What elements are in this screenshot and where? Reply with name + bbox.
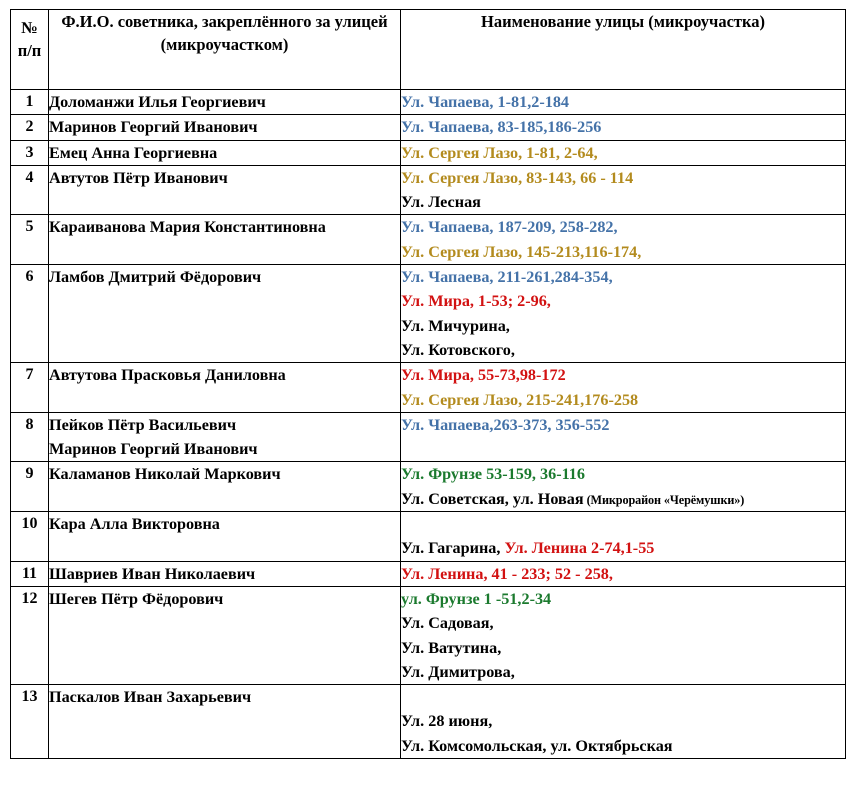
table-row: [11, 685, 846, 759]
street-text: Ул. Чапаева,263-373, 356-552: [401, 415, 610, 434]
table-row: [11, 363, 846, 413]
street-text: Ул. Лесная: [401, 193, 481, 212]
advisor-name-cell: [49, 140, 401, 165]
advisor-name-cell: [49, 685, 401, 759]
header-number-line1: №: [21, 18, 38, 37]
table-row: [11, 140, 846, 165]
header-advisor-name: Ф.И.О. советника, закреплённого за улицей (микроучастком): [49, 10, 401, 90]
street-text: Ул. Сергея Лазо, 145-213,116-174,: [401, 242, 642, 261]
street-text: Ул. Сергея Лазо, 215-241,176-258: [401, 390, 639, 409]
advisor-name-line: Паскалов Иван Захарьевич: [49, 688, 252, 707]
street-line: [401, 587, 845, 611]
row-number: 13: [11, 685, 49, 759]
header-number: [11, 10, 49, 90]
row-number: 7: [11, 363, 49, 413]
header-number-line2: п/п: [17, 41, 42, 61]
street-text: Ул. Гагарина,: [401, 539, 505, 558]
row-number: 5: [11, 215, 49, 265]
advisor-name-line: Маринов Георгий Иванович: [49, 118, 258, 137]
street-line: [401, 338, 845, 362]
advisor-name-cell: [49, 215, 401, 265]
street-line: [401, 363, 845, 387]
street-text: Ул. Ленина, 41 - 233; 52 - 258,: [401, 564, 613, 583]
table-row: [11, 115, 846, 140]
street-line: [401, 388, 845, 412]
advisor-name-line: Каламанов Николай Маркович: [49, 465, 281, 484]
street-suffix-note: (Микрорайон «Черёмушки»): [583, 492, 745, 507]
row-number: 9: [11, 462, 49, 512]
street-name-cell: [401, 462, 846, 512]
advisor-name-cell: [49, 90, 401, 115]
street-text: ул. Фрунзе 1 -51,2-34: [401, 589, 552, 608]
street-line: [401, 636, 845, 660]
advisor-name-line: Автутова Прасковья Даниловна: [49, 366, 286, 385]
street-text: Ул. Садовая,: [401, 614, 494, 633]
street-name-cell: [401, 412, 846, 462]
street-name-cell: [401, 561, 846, 586]
street-line: [401, 611, 845, 635]
street-name-cell: [401, 363, 846, 413]
row-number: 4: [11, 165, 49, 215]
street-text: Ул. Чапаева, 187-209, 258-282,: [401, 218, 618, 237]
street-name-cell: [401, 512, 846, 562]
row-number: 6: [11, 265, 49, 363]
advisor-name-cell: [49, 512, 401, 562]
advisor-name-line: Шегев Пётр Фёдорович: [49, 589, 224, 608]
street-text: Ул. Чапаева, 83-185,186-256: [401, 118, 602, 137]
table-row: [11, 462, 846, 512]
row-number: 2: [11, 115, 49, 140]
street-line: [401, 190, 845, 214]
street-text: Ул. Мичурина,: [401, 316, 510, 335]
street-name-cell: [401, 90, 846, 115]
advisor-name-line: Доломанжи Илья Георгиевич: [49, 93, 266, 111]
advisor-name-cell: [49, 586, 401, 684]
street-text: Ул. Мира, 1-53; 2-96,: [401, 292, 551, 311]
street-text: Ул. Сергея Лазо, 83-143, 66 - 114: [401, 168, 634, 187]
advisor-name-line: Маринов Георгий Иванович: [49, 440, 258, 459]
street-text: Ул. Ватутина,: [401, 638, 502, 657]
advisor-name-line: Ламбов Дмитрий Фёдорович: [49, 268, 262, 287]
advisor-name-cell: [49, 363, 401, 413]
table-row: [11, 165, 846, 215]
advisor-name-cell: [49, 115, 401, 140]
advisor-name-line: Кара Алла Викторовна: [49, 515, 220, 534]
table-row: [11, 512, 846, 562]
advisor-name-cell: [49, 165, 401, 215]
street-line: [401, 115, 845, 139]
street-text: Ул. Мира, 55-73,98-172: [401, 366, 566, 385]
street-line: [401, 413, 845, 437]
street-line: [401, 487, 845, 511]
street-name-cell: [401, 586, 846, 684]
street-line: [401, 314, 845, 338]
street-text: Ул. Сергея Лазо, 1-81, 2-64,: [401, 143, 598, 162]
row-number: 1: [11, 90, 49, 115]
street-name-cell: [401, 115, 846, 140]
street-line: [401, 462, 845, 486]
street-line: [401, 166, 845, 190]
row-number: 12: [11, 586, 49, 684]
advisor-name-cell: [49, 412, 401, 462]
advisor-name-line: Пейков Пётр Васильевич: [49, 415, 237, 434]
table-row: [11, 215, 846, 265]
advisors-table: [10, 9, 846, 759]
street-text: Ул. 28 июня,: [401, 712, 493, 731]
street-name-cell: [401, 165, 846, 215]
advisor-name-cell: [49, 462, 401, 512]
table-body: [11, 90, 846, 759]
street-line: [401, 709, 845, 733]
table-row: [11, 265, 846, 363]
advisor-name-line: Автутов Пётр Иванович: [49, 168, 228, 187]
street-line: [401, 289, 845, 313]
street-text: Ул. Советская, ул. Новая: [401, 489, 584, 508]
street-line: [401, 536, 845, 560]
street-line: [401, 90, 845, 114]
street-text: Ул. Димитрова,: [401, 662, 515, 681]
row-number: 8: [11, 412, 49, 462]
advisor-name-cell: [49, 561, 401, 586]
advisor-name-cell: [49, 265, 401, 363]
street-line: [401, 660, 845, 684]
street-line: [401, 240, 845, 264]
street-line: [401, 734, 845, 758]
street-text: Ул. Котовского,: [401, 340, 515, 359]
table-row: [11, 90, 846, 115]
street-line: [401, 215, 845, 239]
street-text-secondary: Ул. Ленина 2-74,1-55: [504, 539, 655, 558]
street-text: Ул. Чапаева, 211-261,284-354,: [401, 268, 613, 287]
advisor-name-line: Емец Анна Георгиевна: [49, 143, 218, 162]
street-text: Ул. Фрунзе 53-159, 36-116: [401, 465, 585, 484]
street-line: [401, 141, 845, 165]
street-text: Ул. Комсомольская, ул. Октябрьская: [401, 736, 673, 755]
street-text: Ул. Чапаева, 1-81,2-184: [401, 93, 570, 111]
street-name-cell: [401, 140, 846, 165]
table-row: [11, 412, 846, 462]
street-line: [401, 265, 845, 289]
header-row: [11, 10, 846, 90]
row-number: 10: [11, 512, 49, 562]
row-number: 3: [11, 140, 49, 165]
table-row: [11, 561, 846, 586]
advisor-name-line: Караиванова Мария Константиновна: [49, 218, 326, 237]
table-header: [11, 10, 846, 90]
table-row: [11, 586, 846, 684]
street-name-cell: [401, 215, 846, 265]
street-name-cell: [401, 685, 846, 759]
header-street-name: Наименование улицы (микроучастка): [401, 10, 846, 90]
street-line: [401, 562, 845, 586]
street-name-cell: [401, 265, 846, 363]
advisor-name-line: Шавриев Иван Николаевич: [49, 564, 256, 583]
row-number: 11: [11, 561, 49, 586]
